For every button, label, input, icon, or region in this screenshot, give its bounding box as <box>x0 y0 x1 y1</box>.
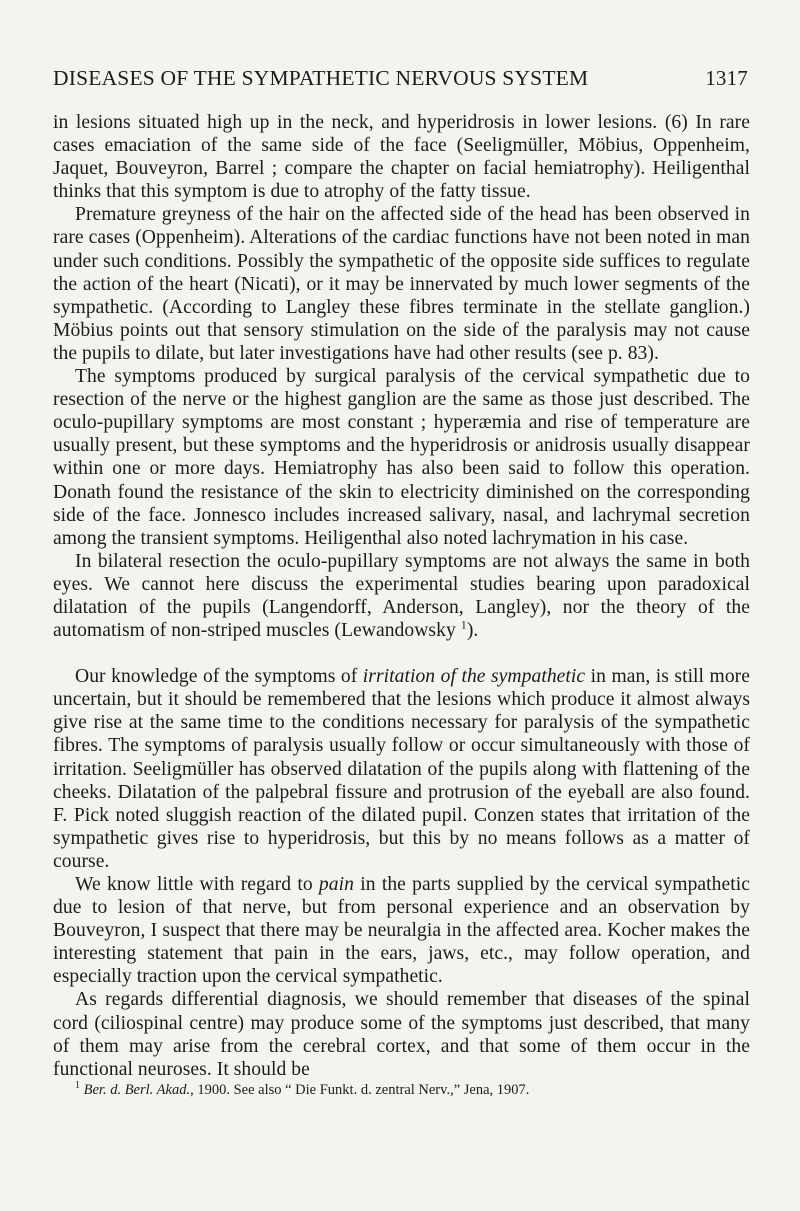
footnote-reference: 1 <box>460 617 467 632</box>
paragraph-2: Premature greyness of the hair on the affected side of the head has been observed in rare cases (Oppenheim). Alterations of the cardiac functions have not been noted in man under such conditions. Possibly the sympathetic of the opposite side suffices to regulate the action of the heart (Nicati), or it may be innervated by much lower segments of the sympathetic. (According to Langley these fibres terminate in the stellate ganglion.) Möbius points out that sensory stimulation on the side of the paralysis may not cause the pupils to dilate, but later investigations have had other results (see p. 83). <box>53 204 750 364</box>
paragraph-6-start: We know little with regard to <box>75 874 319 895</box>
footnote-marker: 1 <box>75 1080 80 1092</box>
paragraph-7: As regards differential diagnosis, we should remember that diseases of the spinal cord (ciliospinal centre) may produce some of the symptoms just described, that many of them may arise from the cerebral cortex, and that some of them occur in the functional neuroses. It should be <box>53 989 750 1080</box>
paragraph-5-emphasis: irritation of the sympathetic <box>362 666 586 688</box>
paragraph-5-rest: in man, is still more uncertain, but it should be remembered that the lesions which produce it almost always give rise at the same time to the conditions necessary for paralysis of the sympathetic fibres. The symptoms of paralysis usually follow or occur simultaneously with those of irritation. Seeligmüller has observed dilatation of the pupils along with flattening of the cheeks. Dilatation of the palpebral fissure and protrusion of the eyeball are also found. F. Pick noted sluggish reaction of the dilated pupil. Conzen states that irritation of the sympathetic gives rise to hyperidrosis, but this by no means follows as a matter of course. <box>53 666 750 872</box>
paragraph-6-emphasis: pain <box>318 874 354 895</box>
footnote-source: Ber. d. Berl. Akad. <box>83 1081 191 1098</box>
paragraph-1: in lesions situated high up in the neck, and hyperidrosis in lower lesions. (6) In rare cases emaciation of the same side of the face (Seeligmüller, Möbius, Oppenheim, Jaquet, Bouveyron, Barrel ; compare the chapter on facial hemiatrophy). Heiligenthal thinks that this symptom is due to atrophy of the fatty tissue. <box>53 112 750 203</box>
running-title: DISEASES OF THE SYMPATHETIC NERVOUS SYSTEM <box>53 66 589 90</box>
paragraph-6 <box>53 873 750 988</box>
body-text <box>53 111 750 1081</box>
paragraph-4 <box>53 550 750 642</box>
paragraph-3: The symptoms produced by surgical paralysis of the cervical sympathetic due to resection of the nerve or the highest ganglion are the same as those just described. The oculo-pupillary symptoms are most constant ; hyperæmia and rise of temperature are usually present, but these symptoms and the hyperidrosis or anidrosis usually disappear within one or more days. Hemiatrophy has also been said to follow this operation. Donath found the resistance of the skin to electricity diminished on the corresponding side of the face. Jonnesco includes increased salivary, nasal, and lachrymal secretion among the transient symptoms. Heiligenthal also noted lachrymation in his case. <box>53 366 750 549</box>
paragraph-4-end: ). <box>466 620 479 642</box>
running-header <box>53 66 748 91</box>
paragraph-4-text: In bilateral resection the oculo-pupillary symptoms are not always the same in both eyes. We cannot here discuss the experimental studies bearing upon paradoxical dilatation of the pupils (Langendorff, Anderson, Langley), nor the theory of the automatism of non-striped muscles (Lewandowsky <box>53 550 750 642</box>
footnote <box>75 1081 750 1099</box>
footnote-text: , 1900. See also “ Die Funkt. d. zentral Nerv.,” Jena, 1907. <box>190 1081 530 1098</box>
paragraph-5-start: Our knowledge of the symptoms of <box>75 666 363 688</box>
paragraph-6-rest: in the parts supplied by the cervical sympathetic due to lesion of that nerve, but from personal experience and an observation by Bouveyron, I suspect that there may be neuralgia in the affected area. Kocher makes the interesting statement that pain in the ears, jaws, etc., may follow operation, and especially traction upon the cervical sympathetic. <box>53 874 750 988</box>
paragraph-5 <box>53 665 750 873</box>
page-number: 1317 <box>705 66 748 90</box>
